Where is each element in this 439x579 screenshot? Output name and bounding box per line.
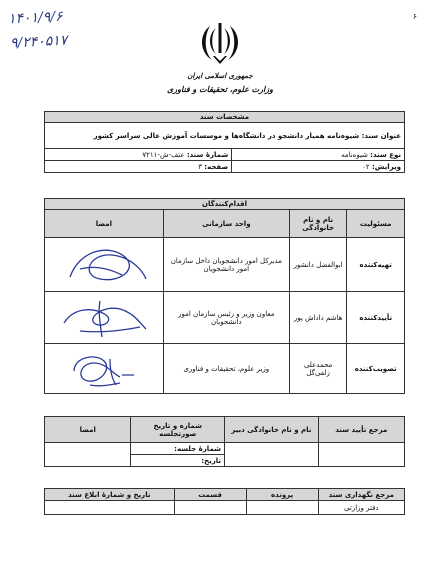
page-mark: ۶ — [412, 12, 417, 21]
col-approval-sign: امضا — [45, 417, 131, 443]
name-ratifier: محمدعلی زلفی‌گل — [289, 344, 347, 394]
role-preparer: تهیه‌کننده — [347, 238, 405, 292]
archive-table — [44, 488, 405, 515]
role-ratifier: تصویب‌کننده — [347, 344, 405, 394]
name-approver: هاشم داداش پور — [289, 292, 347, 344]
role-approver: تأییدکننده — [347, 292, 405, 344]
section-cell — [174, 501, 246, 515]
iran-emblem-logo — [196, 20, 244, 70]
doc-page-label: صفحه: — [204, 162, 229, 171]
session-number-label: شمارهٔ جلسه: — [131, 443, 225, 455]
ministry-line1: جمهوری اسلامی ایران — [187, 72, 253, 80]
actors-table — [44, 198, 405, 394]
spec-table — [44, 111, 405, 173]
signature-preparer — [45, 238, 164, 292]
doc-title-label: عنوان سند: — [361, 131, 401, 140]
doc-type-label: نوع سند: — [370, 150, 401, 159]
doc-type-value: شیوه‌نامه — [341, 150, 368, 159]
col-signature: امضا — [45, 210, 164, 238]
spec-header: مشخصات سند — [45, 112, 405, 123]
col-session: شماره و تاریخ صورتجلسه — [131, 417, 225, 443]
actors-header: اقدام‌کنندگان — [45, 199, 405, 210]
col-archive-ref: مرجع نگهداری سند — [318, 489, 404, 501]
col-section: قسمت — [174, 489, 246, 501]
doc-number-value: عتف-ش-۷۲۱۱ — [142, 150, 185, 159]
doc-number-cell — [45, 149, 232, 161]
secretary-cell — [225, 443, 319, 467]
ministry-name: وزارت علوم، تحقیقات و فناوری — [167, 85, 273, 94]
unit-approver: معاون وزیر و رئیس سازمان امور دانشجویان — [163, 292, 289, 344]
col-responsibility: مسئولیت — [347, 210, 405, 238]
handwritten-date: ۱۴۰۱/۹/۶ — [7, 8, 63, 28]
col-unit: واحد سازمانی — [163, 210, 289, 238]
col-name: نام و نام خانوادگی — [289, 210, 347, 238]
unit-preparer: مدیرکل امور دانشجویان داخل سازمان امور دانشجویان — [163, 238, 289, 292]
signature-2-icon — [50, 293, 160, 341]
handwritten-number: ۹/۲۴۰۵۱۷ — [9, 32, 68, 52]
approval-ref-cell — [318, 443, 404, 467]
notify-cell — [45, 501, 175, 515]
doc-page-cell — [45, 161, 232, 173]
archive-ref-value: دفتر وزارتی — [318, 501, 404, 515]
signature-ratifier — [45, 344, 164, 394]
doc-title-cell — [45, 123, 405, 149]
col-secretary: نام و نام خانوادگی دبیر — [225, 417, 319, 443]
doc-type-cell — [232, 149, 405, 161]
doc-edition-label: ویرایش: — [371, 162, 401, 171]
col-notify: تاریخ و شمارهٔ ابلاغ سند — [45, 489, 175, 501]
doc-number-label: شمارهٔ سند: — [186, 150, 229, 159]
approval-sign-cell — [45, 443, 131, 467]
col-file: پرونده — [246, 489, 318, 501]
doc-edition-value: ۰۲ — [362, 162, 370, 171]
file-cell — [246, 501, 318, 515]
approval-table — [44, 416, 405, 467]
col-approval-ref: مرجع تأیید سند — [318, 417, 404, 443]
signature-approver — [45, 292, 164, 344]
doc-edition-cell — [232, 161, 405, 173]
signature-3-icon — [50, 345, 160, 391]
unit-ratifier: وزیر علوم، تحقیقات و فناوری — [163, 344, 289, 394]
doc-title-value: شیوه‌نامه همیار دانشجو در دانشگاه‌ها و موسسات آموزش عالی سراسر کشور — [93, 131, 360, 140]
session-date-label: تاریخ: — [131, 455, 225, 467]
doc-page-value: ۳ — [198, 162, 203, 171]
signature-1-icon — [50, 239, 160, 289]
name-preparer: ابوالفضل دانشور — [289, 238, 347, 292]
